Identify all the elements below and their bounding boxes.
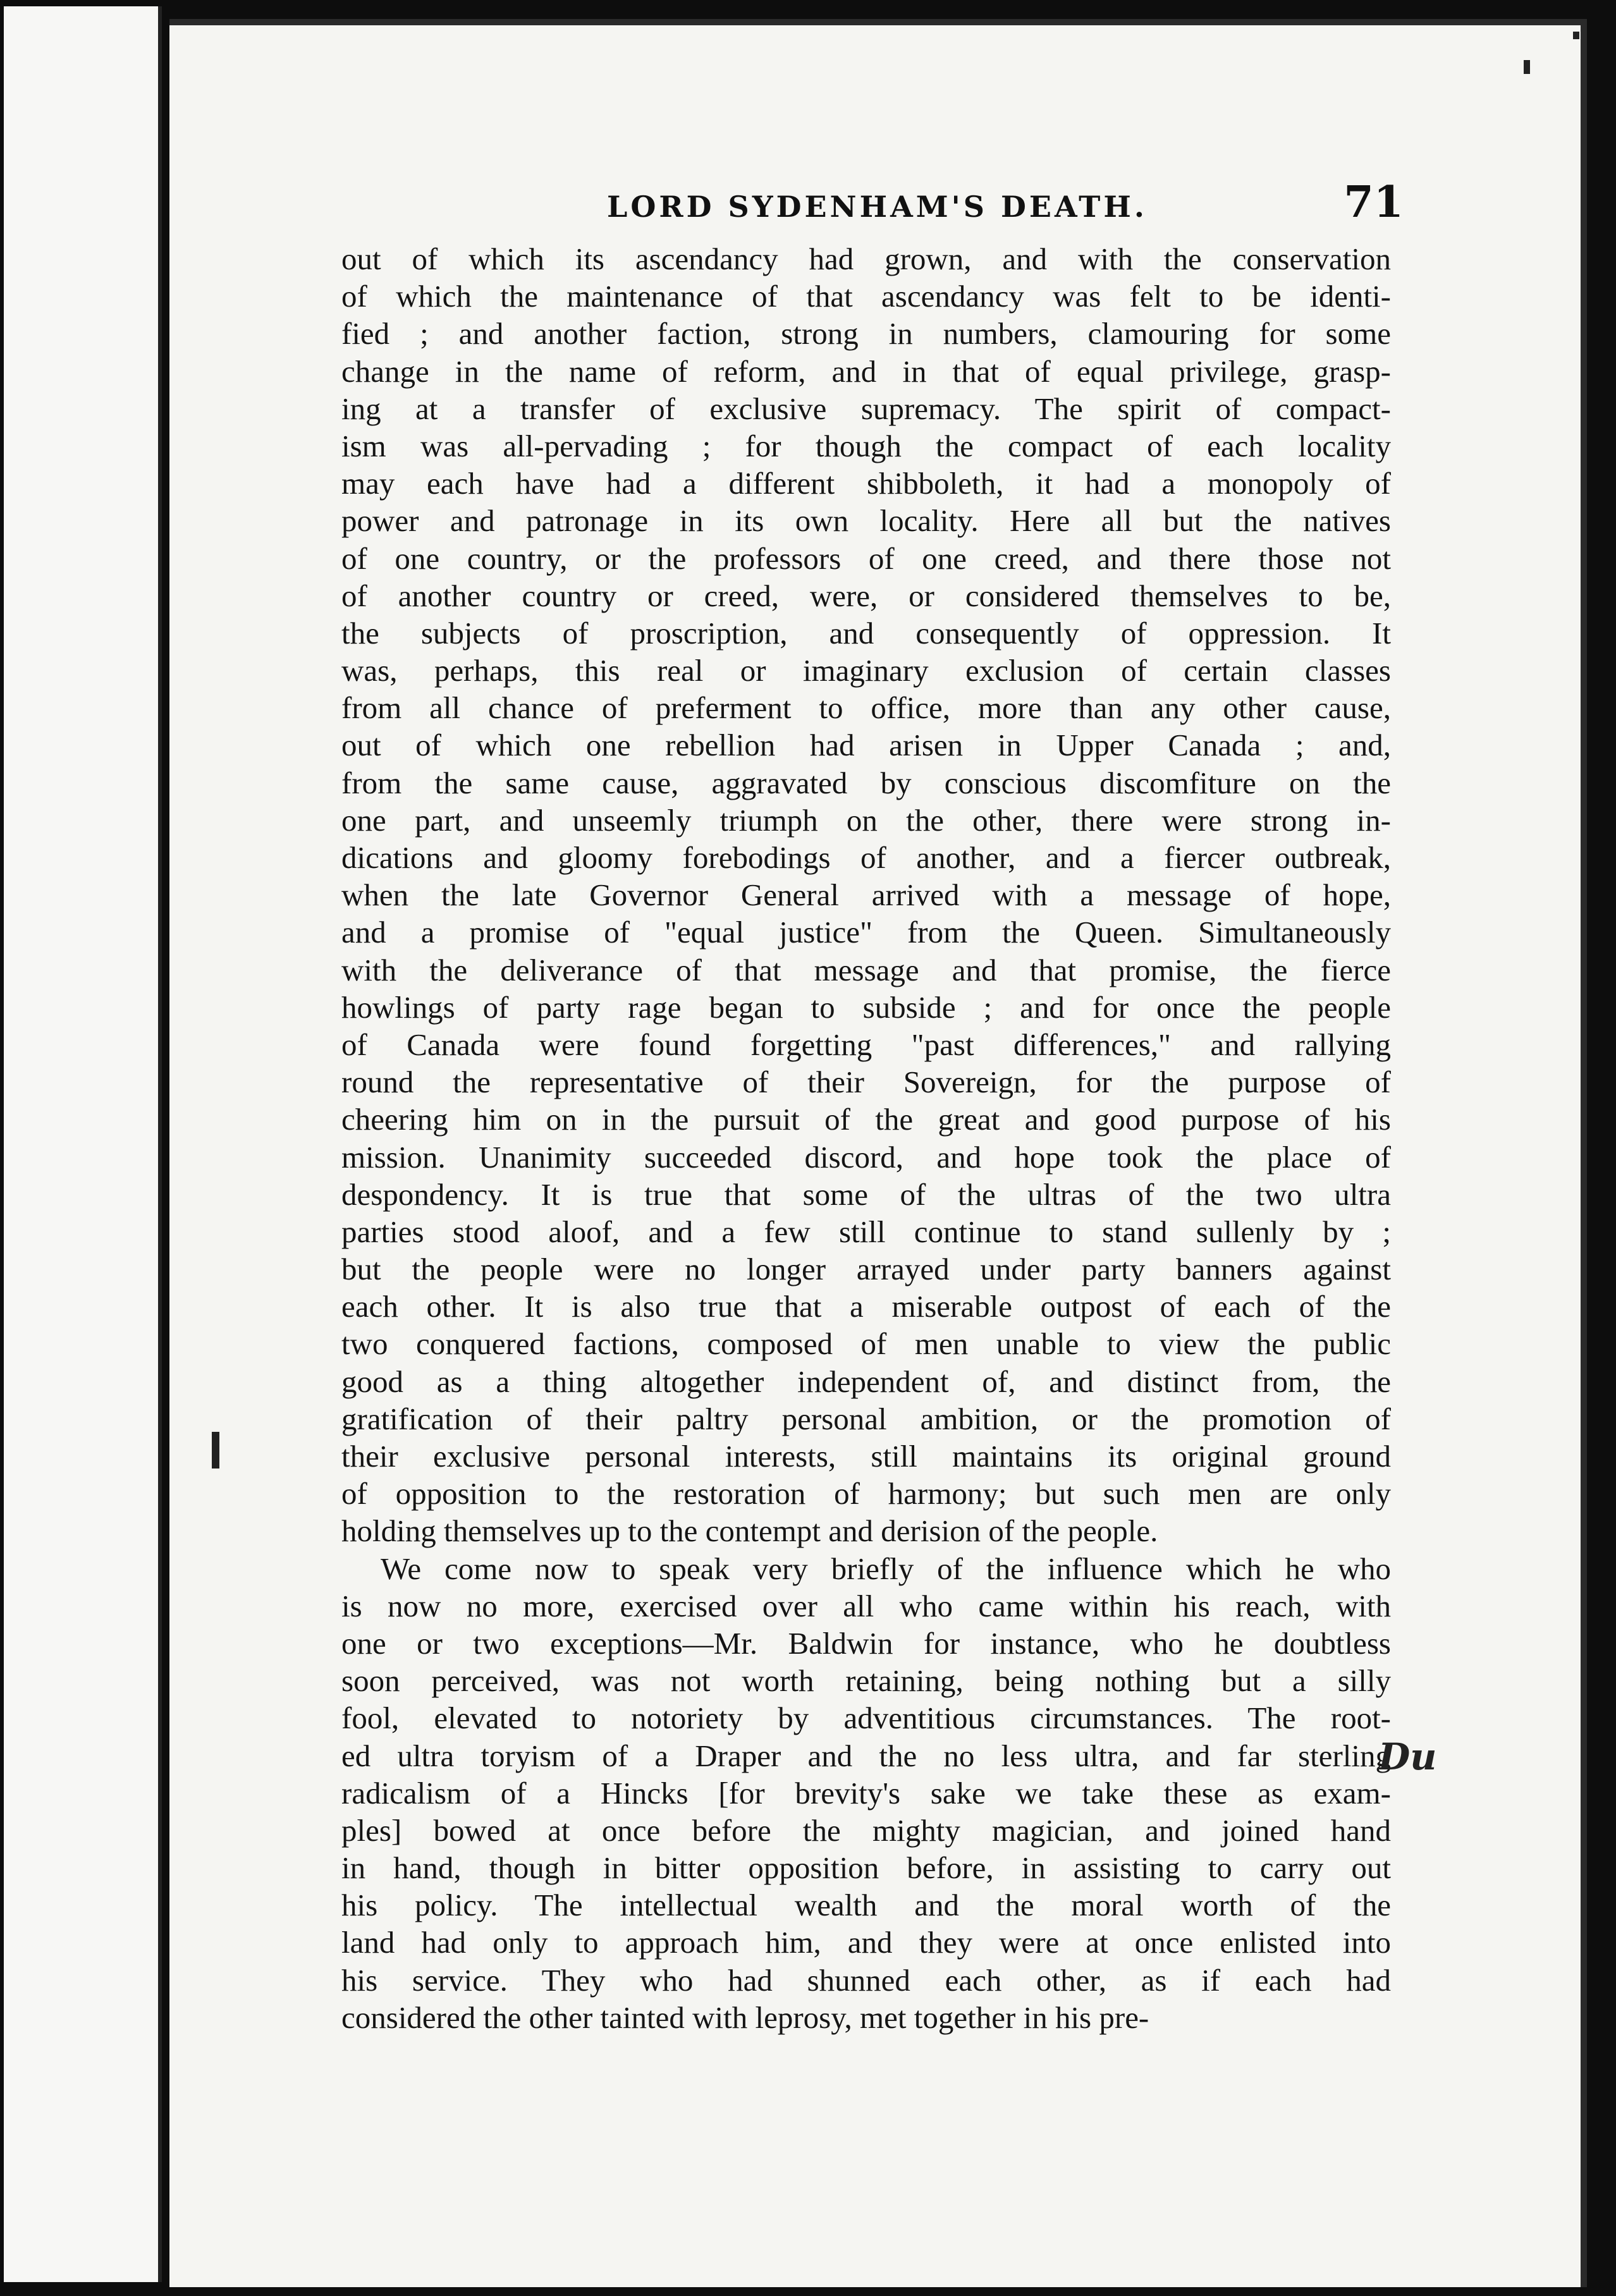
text-line: the subjects of proscription, and consequently of oppression. It bbox=[341, 615, 1391, 650]
text-line: fool, elevated to notoriety by adventitious circumstances. The root- bbox=[341, 1701, 1391, 1736]
text-line: is now no more, exercised over all who came within his reach, with bbox=[341, 1588, 1391, 1623]
text-line: of opposition to the restoration of harmony; but such men are only bbox=[341, 1476, 1391, 1511]
text-line: ples] bowed at once before the mighty magician, and joined hand bbox=[341, 1812, 1391, 1848]
text-line: his policy. The intellectual wealth and the moral worth of the bbox=[341, 1888, 1391, 1923]
text-line: out of which its ascendancy had grown, and with the conservation bbox=[341, 241, 1391, 276]
top-page-edge bbox=[169, 19, 1587, 25]
ink-blot bbox=[1524, 60, 1530, 74]
text-line: and a promise of "equal justice" from the Queen. Simultaneously bbox=[341, 915, 1391, 950]
text-line: when the late Governor General arrived with a message of hope, bbox=[341, 877, 1391, 913]
text-line: ism was all-pervading ; for though the compact of each locality bbox=[341, 428, 1391, 463]
text-line: with the deliverance of that message and that promise, the fierce bbox=[341, 952, 1391, 987]
text-line: land had only to approach him, and they were at once enlisted into bbox=[341, 1925, 1391, 1960]
text-line: radicalism of a Hincks [for brevity's sake we take these as exam- bbox=[341, 1775, 1391, 1811]
page-number: 71 bbox=[1344, 177, 1404, 228]
text-line: ed ultra toryism of a Draper and the no less ultra, and far sterling bbox=[341, 1738, 1391, 1773]
text-line: change in the name of reform, and in that of equal privilege, grasp- bbox=[341, 353, 1391, 389]
text-line: considered the other tainted with leprosy, met together in his pre- bbox=[341, 2000, 1149, 2035]
text-line: from the same cause, aggravated by conscious discomfiture on the bbox=[341, 765, 1391, 800]
text-line: good as a thing altogether independent of, and distinct from, the bbox=[341, 1364, 1391, 1399]
text-line: of Canada were found forgetting "past differences," and rallying bbox=[341, 1027, 1391, 1062]
text-line: gratification of their paltry personal ambition, or the promotion of bbox=[341, 1401, 1391, 1436]
text-line: of one country, or the professors of one creed, and there those not bbox=[341, 540, 1391, 576]
text-line: holding themselves up to the contempt and derision of the people. bbox=[341, 1513, 1158, 1549]
ink-blot bbox=[1573, 32, 1579, 39]
text-line: howlings of party rage began to subside ; and for once the people bbox=[341, 989, 1391, 1025]
text-line: We come now to speak very briefly of the influence which he who bbox=[381, 1551, 1391, 1586]
text-line: parties stood aloof, and a few still continue to stand sullenly by ; bbox=[341, 1214, 1391, 1249]
text-line: cheering him on in the pursuit of the great and good purpose of his bbox=[341, 1102, 1391, 1137]
text-line: their exclusive personal interests, still maintains its original ground bbox=[341, 1439, 1391, 1474]
text-line: one part, and unseemly triumph on the other, there were strong in- bbox=[341, 802, 1391, 838]
left-page-edge bbox=[4, 6, 162, 2282]
text-line: dications and gloomy forebodings of another, and a fiercer outbreak, bbox=[341, 840, 1391, 875]
text-line: ing at a transfer of exclusive supremacy. The spirit of compact- bbox=[341, 391, 1391, 426]
text-line: fied ; and another faction, strong in numbers, clamouring for some bbox=[341, 316, 1391, 351]
running-head: LORD SYDENHAM'S DEATH. bbox=[607, 190, 1148, 224]
text-line: one or two exceptions—Mr. Baldwin for instance, who he doubtless bbox=[341, 1625, 1391, 1661]
text-line: power and patronage in its own locality. Here all but the natives bbox=[341, 503, 1391, 539]
text-line: soon perceived, was not worth retaining, being nothing but a silly bbox=[341, 1663, 1391, 1699]
text-line: was, perhaps, this real or imaginary exclusion of certain classes bbox=[341, 653, 1391, 688]
text-line: in hand, though in bitter opposition before, in assisting to carry out bbox=[341, 1850, 1391, 1886]
text-line: despondency. It is true that some of the ultras of the two ultra bbox=[341, 1176, 1391, 1212]
text-line: of which the maintenance of that ascendancy was felt to be identi- bbox=[341, 279, 1391, 314]
right-page-edge bbox=[1581, 19, 1587, 2287]
ink-blot bbox=[212, 1432, 219, 1469]
text-line: each other. It is also true that a miserable outpost of each of the bbox=[341, 1289, 1391, 1324]
text-line: two conquered factions, composed of men unable to view the public bbox=[341, 1326, 1391, 1362]
text-line: round the representative of their Sovereign, for the purpose of bbox=[341, 1065, 1391, 1100]
text-line: mission. Unanimity succeeded discord, and hope took the place of bbox=[341, 1139, 1391, 1175]
text-line: his service. They who had shunned each other, as if each had bbox=[341, 1962, 1391, 1998]
text-line: of another country or creed, were, or considered themselves to be, bbox=[341, 578, 1391, 613]
text-line: from all chance of preferment to office, more than any other cause, bbox=[341, 690, 1391, 726]
text-line: but the people were no longer arrayed under party banners against bbox=[341, 1252, 1391, 1287]
handwritten-margin-note: Du bbox=[1378, 1735, 1437, 1778]
text-line: out of which one rebellion had arisen in Upper Canada ; and, bbox=[341, 728, 1391, 763]
text-line: may each have had a different shibboleth, it had a monopoly of bbox=[341, 466, 1391, 501]
page-header bbox=[607, 177, 1404, 228]
body-text bbox=[341, 240, 1391, 2036]
